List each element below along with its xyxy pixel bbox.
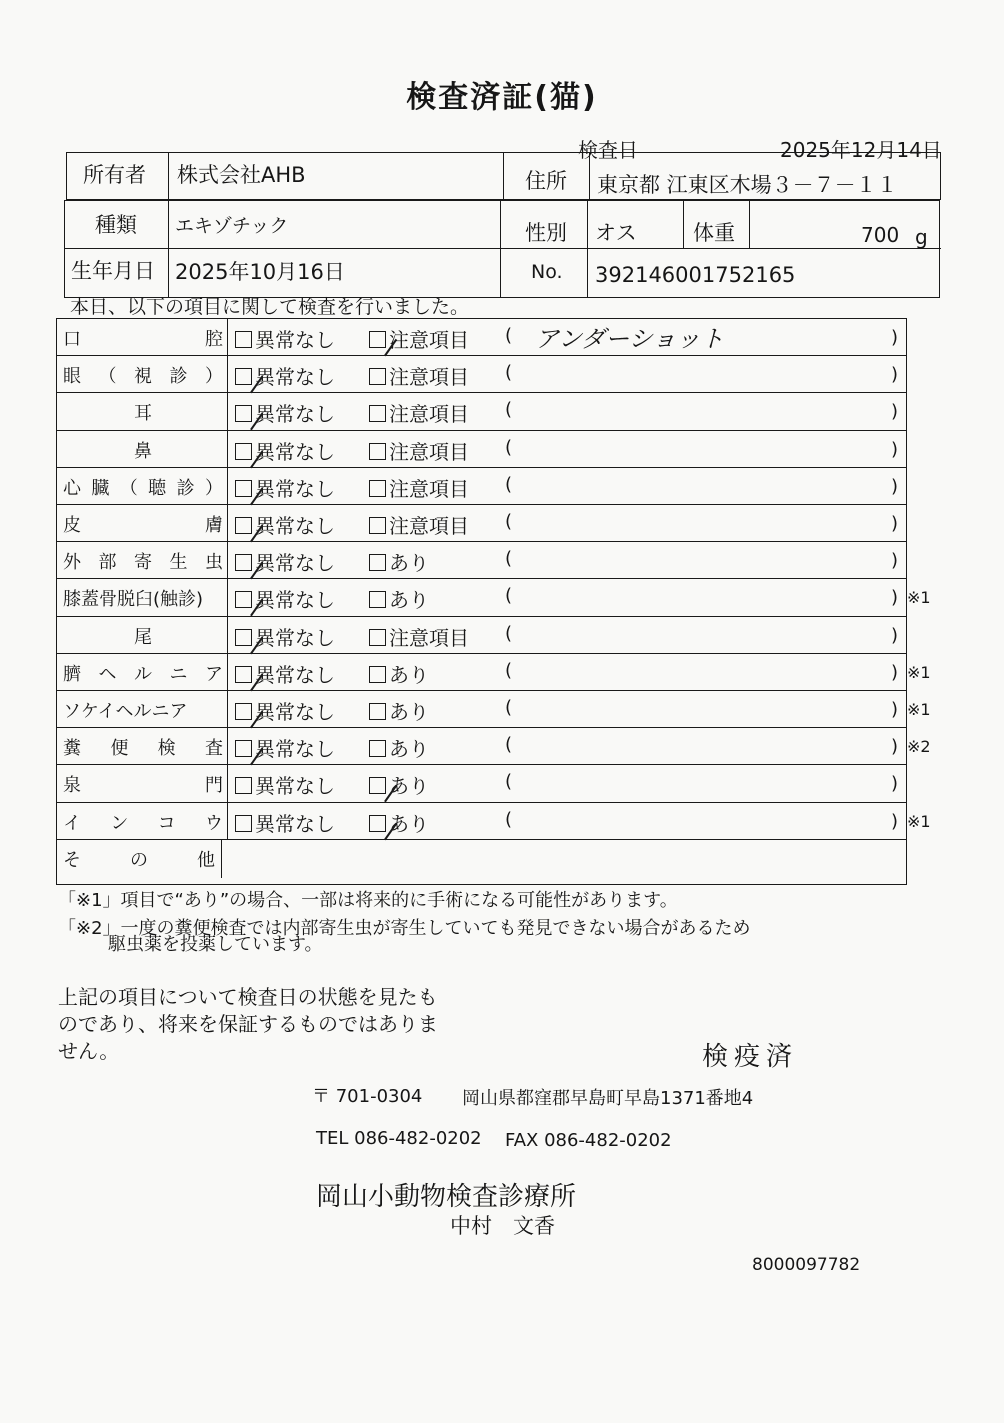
row-label-char: 皮: [63, 515, 81, 536]
option-label: 異常なし: [255, 662, 335, 687]
address-label: 住所: [525, 169, 567, 193]
checkbox-icon[interactable]: [369, 629, 386, 646]
option-finding[interactable]: [369, 510, 469, 539]
checkbox-icon[interactable]: [369, 591, 386, 608]
option-label: 異常なし: [255, 514, 335, 538]
row-label: [63, 734, 223, 760]
inspection-row: [57, 356, 906, 393]
option-normal[interactable]: [235, 622, 335, 651]
checkbox-icon[interactable]: [369, 777, 386, 794]
footnote-mark: ※1: [907, 588, 931, 608]
option-label: 異常なし: [255, 700, 335, 724]
row-label-char: 診: [176, 477, 195, 499]
option-label: あり: [389, 551, 429, 576]
sex-label-divider: [587, 201, 588, 297]
option-finding[interactable]: [369, 361, 469, 390]
row-label-divider: [227, 765, 228, 801]
row-label-divider: [227, 728, 228, 764]
inspection-row: [57, 803, 906, 840]
option-label: 異常なし: [255, 365, 335, 390]
note-close-paren: ): [891, 661, 899, 683]
clinic-address: 岡山県都窪郡早島町早島1371番地4: [462, 1088, 754, 1109]
row-label-char: 検: [157, 738, 176, 760]
note-close-paren: ): [891, 364, 899, 386]
address-divider: [503, 153, 504, 199]
checkbox-icon[interactable]: [235, 815, 252, 832]
option-normal[interactable]: [235, 361, 335, 390]
note-open-paren: (: [505, 622, 513, 644]
owner-label-divider: [168, 153, 169, 199]
checkbox-icon[interactable]: [369, 815, 386, 832]
option-label: 注意項目: [389, 476, 469, 501]
row-label-char: 聴: [148, 477, 167, 499]
row-label-char: ル: [134, 663, 152, 685]
option-normal[interactable]: [235, 547, 335, 576]
row-label-char: 腔: [205, 329, 223, 350]
note-close-paren: ): [891, 810, 899, 832]
weight-label-divider: [749, 201, 750, 248]
option-label: 注意項目: [389, 514, 469, 538]
note-close-paren: ): [891, 327, 899, 348]
inspection-row-other: [57, 840, 906, 878]
row-label: ソケイヘルニア: [63, 701, 188, 722]
checkbox-icon[interactable]: [369, 405, 386, 422]
other-label: [63, 846, 215, 872]
breed-label: 種類: [95, 213, 137, 237]
row-label: [63, 771, 223, 797]
row-label-char: そ: [63, 849, 81, 871]
row-label-char: ヘ: [98, 663, 117, 685]
option-normal[interactable]: [235, 584, 335, 613]
inspection-row: [57, 765, 906, 802]
row-label-char: （: [98, 366, 117, 388]
checkbox-icon[interactable]: [235, 666, 252, 683]
inspection-row: [57, 468, 906, 505]
address-value: 東京都 江東区木場３－７－１１: [597, 173, 898, 197]
owner-label: 所有者: [83, 163, 146, 187]
option-label: 注意項目: [389, 402, 469, 427]
inspection-row: [57, 393, 906, 430]
note-open-paren: (: [505, 362, 513, 384]
row-label-divider: [221, 840, 222, 878]
inspection-row: [57, 505, 906, 542]
inspection-row: [57, 542, 906, 579]
breed-value: エキゾチック: [175, 215, 289, 237]
note-open-paren: (: [505, 473, 513, 495]
footnote-1: 「※1」項目で“あり”の場合、一部は将来的に手術になる可能性があります。: [58, 890, 678, 911]
veterinarian-name: 中村 文香: [450, 1214, 555, 1238]
row-label-char: 心: [63, 477, 81, 499]
row-label-char: 寄: [134, 552, 152, 574]
option-normal[interactable]: [235, 659, 335, 688]
row-label-divider: [227, 617, 228, 653]
option-label: 異常なし: [255, 588, 335, 613]
row-label: 尾: [134, 626, 152, 648]
row-label-char: の: [130, 849, 148, 871]
row-label: [63, 809, 223, 835]
weight-value: 700: [861, 223, 900, 247]
note-open-paren: (: [505, 436, 513, 458]
option-label: 異常なし: [255, 774, 335, 799]
footnote-3: 駆虫薬を投薬しています。: [108, 934, 323, 955]
checkbox-icon[interactable]: [235, 443, 252, 460]
option-finding[interactable]: [369, 398, 469, 427]
checkbox-icon[interactable]: [369, 517, 386, 534]
row-label-char: 査: [204, 738, 223, 760]
inspection-row: [57, 654, 906, 691]
inspection-table: [56, 318, 907, 885]
note-open-paren: (: [505, 734, 513, 756]
exam-date-label: 検査日: [578, 138, 638, 162]
option-label: 注意項目: [389, 365, 469, 390]
row-label: 鼻: [134, 440, 152, 462]
checkbox-icon[interactable]: [235, 703, 252, 720]
checkbox-icon[interactable]: [235, 480, 252, 497]
footnote-mark: ※1: [907, 662, 931, 682]
inspection-row: [57, 319, 906, 356]
option-label: 異常なし: [255, 328, 335, 352]
row-label-divider: [227, 468, 228, 504]
checkbox-icon[interactable]: [369, 740, 386, 757]
row-label-char: 便: [110, 738, 129, 760]
row-label-char: 臓: [91, 477, 110, 499]
checkbox-icon[interactable]: [235, 368, 252, 385]
document-title: 検査済証(猫): [406, 80, 598, 115]
note-open-paren: (: [505, 548, 513, 570]
note-close-paren: ): [891, 438, 899, 460]
row-label: [63, 474, 223, 500]
note-open-paren: (: [505, 697, 513, 718]
footnote-mark: ※1: [907, 700, 931, 719]
row-label-divider: [227, 542, 228, 578]
note-close-paren: ): [891, 401, 899, 423]
option-label: 注意項目: [389, 328, 469, 352]
note-close-paren: ): [891, 624, 899, 646]
option-label: 異常なし: [255, 625, 335, 650]
birthday-value: 2025年10月16日: [175, 260, 345, 284]
option-label: 注意項目: [389, 625, 469, 650]
row-label-divider: [227, 654, 228, 690]
row-label-divider: [227, 803, 228, 839]
checkbox-icon[interactable]: [369, 703, 386, 720]
clinic-fax: FAX 086-482-0202: [505, 1130, 672, 1151]
note-close-paren: ): [891, 550, 899, 572]
option-label: 注意項目: [389, 439, 469, 464]
address-label-divider: [589, 153, 590, 199]
row-label-char: 臍: [63, 663, 81, 685]
row-label-char: 生: [169, 552, 188, 574]
inspection-row: [57, 691, 906, 728]
option-label: あり: [389, 811, 429, 836]
row-label-char: 眼: [63, 366, 81, 388]
row-label-char: 他: [197, 849, 215, 871]
checkbox-icon[interactable]: [369, 554, 386, 571]
option-finding[interactable]: [369, 324, 469, 353]
row-label-char: 門: [205, 775, 223, 797]
inspection-row: [57, 617, 906, 654]
checkbox-icon[interactable]: [369, 480, 386, 497]
checkbox-icon[interactable]: [369, 666, 386, 683]
option-label: 異常なし: [255, 439, 335, 464]
exam-date-value: 2025年12月14日: [780, 138, 942, 162]
row-label: [63, 511, 223, 537]
sex-label: 性別: [525, 221, 567, 245]
option-normal[interactable]: [235, 510, 335, 539]
row-label-char: ウ: [204, 812, 223, 834]
row-label-char: コ: [157, 812, 176, 834]
note-close-paren: ): [891, 475, 899, 497]
footnote-mark: ※2: [907, 737, 931, 757]
row-label-divider: [227, 393, 228, 429]
checkbox-icon[interactable]: [235, 591, 252, 608]
weight-divider: [683, 201, 684, 248]
row-label-char: ン: [110, 812, 129, 834]
note-open-paren: (: [505, 585, 513, 607]
checkbox-icon[interactable]: [235, 740, 252, 757]
option-finding[interactable]: [369, 659, 429, 688]
row-label-char: ）: [204, 477, 223, 499]
note-open-paren: (: [505, 808, 513, 830]
row-label: [63, 325, 223, 351]
checkbox-icon[interactable]: [235, 517, 252, 534]
weight-label: 体重: [693, 221, 735, 245]
option-finding[interactable]: [369, 770, 429, 799]
note-open-paren: (: [505, 325, 513, 346]
option-label: 異常なし: [255, 737, 335, 762]
option-label: あり: [389, 662, 429, 687]
row-label-char: ）: [205, 366, 223, 388]
birthday-label: 生年月日: [71, 259, 155, 283]
sex-divider: [500, 201, 501, 297]
row-label-divider: [227, 319, 228, 355]
option-label: あり: [389, 774, 429, 799]
row-label-divider: [227, 505, 228, 541]
checkbox-icon[interactable]: [369, 368, 386, 385]
row-label-char: （: [119, 477, 138, 499]
row-label-char: 虫: [205, 552, 223, 574]
checkbox-icon[interactable]: [235, 554, 252, 571]
option-label: あり: [389, 700, 429, 724]
option-finding[interactable]: [369, 696, 429, 725]
sex-value: オス: [595, 221, 637, 245]
checkbox-icon[interactable]: [235, 777, 252, 794]
serial-number: 8000097782: [752, 1255, 861, 1275]
note-open-paren: (: [505, 399, 513, 421]
owner-value: 株式会社AHB: [177, 163, 306, 187]
option-finding[interactable]: [369, 622, 469, 651]
number-value: 392146001752165: [595, 263, 796, 287]
option-normal[interactable]: [235, 733, 335, 762]
row-label-divider: [227, 579, 228, 615]
option-normal[interactable]: [235, 324, 335, 353]
quarantine-stamp: 検疫済: [702, 1042, 799, 1072]
note-open-paren: (: [505, 659, 513, 681]
row-label-char: 視: [134, 366, 152, 388]
row-label: [63, 362, 223, 388]
inspection-row: [57, 728, 906, 765]
option-label: 異常なし: [255, 402, 335, 427]
row-label-divider: [227, 691, 228, 727]
option-normal[interactable]: [235, 436, 335, 465]
clinic-name: 岡山小動物検査診療所: [316, 1182, 577, 1212]
animal-label-divider: [168, 201, 169, 297]
row-label-divider: [227, 356, 228, 392]
clinic-tel: TEL 086-482-0202: [316, 1128, 482, 1149]
checkbox-icon[interactable]: [235, 629, 252, 646]
row-label-divider: [227, 431, 228, 467]
note-close-paren: ): [891, 587, 899, 609]
option-normal[interactable]: [235, 473, 335, 502]
row-label: 膝蓋骨脱臼(触診): [63, 589, 204, 611]
row-label-char: 外: [63, 552, 81, 574]
option-normal[interactable]: [235, 770, 335, 799]
option-normal[interactable]: [235, 696, 335, 725]
option-label: 異常なし: [255, 811, 335, 836]
footnote-2: 「※2」一度の糞便検査では内部寄生虫が寄生していても発見できない場合があるため: [58, 918, 751, 939]
option-finding[interactable]: [369, 808, 429, 837]
option-finding[interactable]: [369, 584, 429, 613]
checkbox-icon[interactable]: [369, 443, 386, 460]
number-label: No.: [531, 261, 563, 283]
row-label-char: イ: [63, 812, 81, 834]
option-finding[interactable]: [369, 547, 429, 576]
option-finding[interactable]: [369, 436, 469, 465]
option-normal[interactable]: [235, 808, 335, 837]
handwritten-note: アンダーショット: [535, 325, 725, 353]
postal-code: 〒 701-0304: [312, 1086, 423, 1107]
note-close-paren: ): [891, 736, 899, 758]
checkbox-icon[interactable]: [235, 405, 252, 422]
row-label-char: 診: [169, 366, 188, 388]
option-finding[interactable]: [369, 473, 469, 502]
intro-text: 本日、以下の項目に関して検査を行いました。: [70, 296, 470, 318]
weight-unit: g: [915, 225, 928, 249]
note-close-paren: ): [891, 513, 899, 534]
row-label-char: ア: [205, 663, 223, 685]
footnote-mark: ※1: [907, 811, 931, 831]
option-label: 異常なし: [255, 476, 335, 501]
row-label: [63, 660, 223, 686]
option-normal[interactable]: [235, 398, 335, 427]
disclaimer: 上記の項目について検査日の状態を見たものであり、将来を保証するものではありません。: [58, 985, 438, 1063]
owner-address-box: [66, 152, 941, 200]
note-close-paren: ): [891, 773, 899, 795]
note-open-paren: (: [505, 511, 513, 532]
checkbox-icon[interactable]: [235, 331, 252, 348]
note-open-paren: (: [505, 771, 513, 793]
row-label-char: 口: [63, 329, 81, 350]
row-label-char: ニ: [169, 663, 188, 685]
row-label-char: 泉: [63, 775, 81, 797]
row-label: [63, 548, 223, 574]
row-label: 耳: [134, 403, 152, 425]
option-label: あり: [389, 737, 429, 762]
row-label-char: 膚: [205, 515, 223, 536]
note-close-paren: ): [891, 699, 899, 720]
animal-info-box: [64, 200, 940, 298]
animal-info-row-divider: [65, 248, 941, 249]
option-finding[interactable]: [369, 733, 429, 762]
inspection-row: [57, 431, 906, 468]
option-label: 異常なし: [255, 551, 335, 576]
inspection-row: [57, 579, 906, 616]
row-label-char: 糞: [63, 738, 81, 760]
checkbox-icon[interactable]: [369, 331, 386, 348]
option-label: あり: [389, 588, 429, 613]
row-label-char: 部: [98, 552, 117, 574]
